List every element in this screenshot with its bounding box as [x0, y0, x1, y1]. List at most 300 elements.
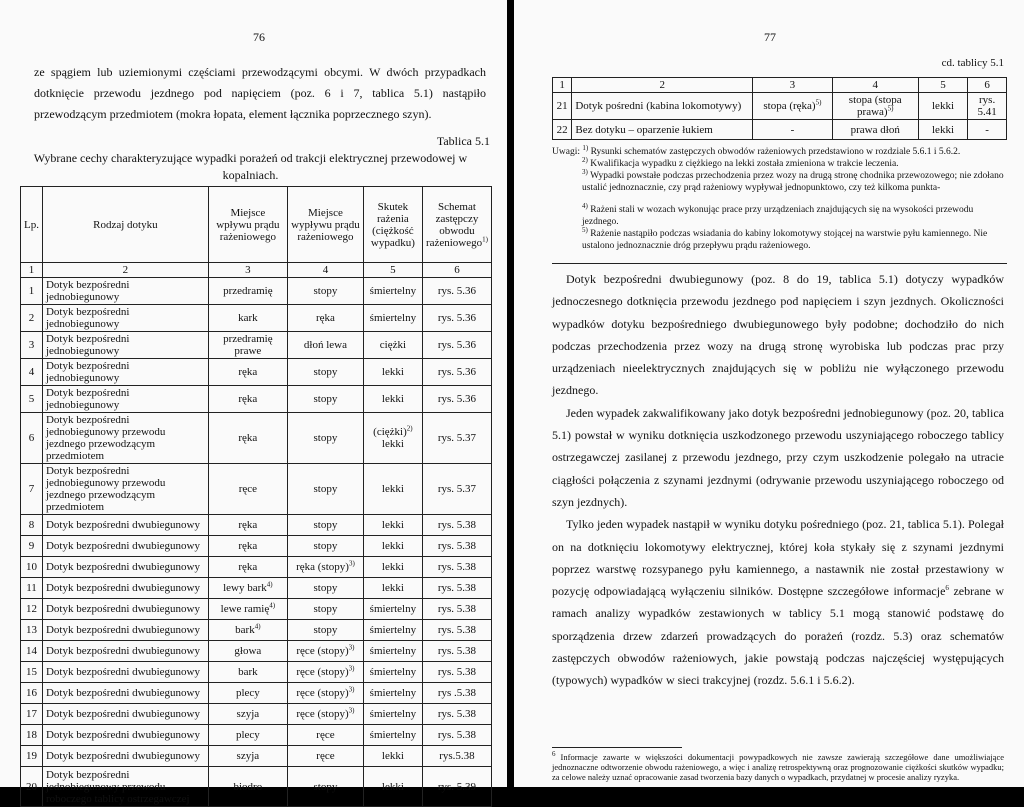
- row-lp-text: 16: [25, 687, 37, 699]
- row-skutek-text: śmiertelny: [369, 312, 417, 324]
- row-wyplyw: [288, 359, 364, 386]
- row-schemat: [422, 662, 491, 683]
- row-wplyw: [208, 515, 287, 536]
- row-wplyw-text: ręka: [238, 393, 258, 405]
- row-lp-text: 15: [25, 666, 37, 678]
- row-wplyw: [208, 278, 287, 305]
- row-schemat-text: rys. 5.36: [437, 366, 477, 378]
- row-wyplyw-text: ręce: [316, 729, 335, 741]
- column-number-4-text: 4: [322, 264, 329, 276]
- row-rodzaj-text: Dotyk bezpośredni dwubiegunowy: [45, 582, 200, 594]
- row-schemat-text: rys. 5.38: [437, 582, 477, 594]
- row-lp: [21, 620, 43, 641]
- row-wplyw-text: plecy: [235, 729, 260, 741]
- row-wplyw-text: stopa (ręka): [763, 100, 816, 112]
- row-lp-text: 1: [28, 285, 35, 297]
- row-skutek: [363, 386, 422, 413]
- row-wplyw: [208, 662, 287, 683]
- row-wyplyw: [288, 704, 364, 725]
- row-wyplyw-sup: 3): [348, 559, 355, 568]
- row-schemat-text: rys. 5.38: [437, 540, 477, 552]
- row-rodzaj-text: Dotyk bezpośredni dwubiegunowy: [45, 645, 200, 657]
- notes-label: Uwagi:: [552, 147, 580, 157]
- row-wyplyw: [288, 332, 364, 359]
- table-row: [21, 536, 492, 557]
- row-schemat-text: rys. 5.36: [437, 312, 477, 324]
- column-number-4-text: 4: [872, 79, 878, 91]
- table-row: [21, 386, 492, 413]
- row-skutek: [363, 536, 422, 557]
- column-number-3: [753, 78, 833, 93]
- row-wyplyw-text: stopy: [313, 285, 338, 297]
- column-number-5: [363, 263, 422, 278]
- paragraph-3-b: zebrane w ramach analizy wypadków zestawionych w tablicy 5.1 mogą stanowić podstawę do sporządzenia drzew zdarzeń prowadzących do porażeń (rozdz. 5.3) oraz schematów zastępczych obwodów rażeniowych, jakie powstają podczas najczęściej występujących (typowych) wypadków w sieci trakcyjnej (rozdz. 5.6.1 i 5.6.2).: [552, 584, 1005, 688]
- row-wplyw: [208, 332, 287, 359]
- row-wyplyw-text: stopy: [313, 780, 338, 793]
- row-rodzaj: [42, 578, 208, 599]
- row-schemat: [422, 641, 491, 662]
- row-skutek: [363, 557, 422, 578]
- row-wplyw: [208, 536, 287, 557]
- row-lp-text: 6: [28, 432, 35, 444]
- continuation-label: cd. tablicy 5.1: [941, 57, 1004, 69]
- row-lp-text: 20: [25, 780, 37, 793]
- row-rodzaj: [42, 359, 208, 386]
- row-skutek: [363, 641, 422, 662]
- column-number-3: [208, 263, 287, 278]
- row-lp: [21, 662, 43, 683]
- table-row: [21, 278, 492, 305]
- row-schemat: [422, 515, 491, 536]
- row-schemat: [422, 332, 491, 359]
- row-wyplyw: [288, 746, 364, 767]
- row-lp: [21, 578, 43, 599]
- row-skutek-text: śmiertelny: [369, 666, 417, 678]
- row-skutek-text: śmiertelny: [369, 603, 417, 615]
- row-wplyw: [208, 359, 287, 386]
- row-rodzaj-text: Dotyk bezpośredni jednobiegunowy przewodu roboczego tablicy ostrzegawczej: [45, 768, 190, 805]
- row-lp-text: 11: [26, 582, 37, 594]
- table-row: [21, 557, 492, 578]
- row-skutek: [363, 305, 422, 332]
- row-wyplyw-sup: 3): [348, 664, 355, 673]
- row-wyplyw: [288, 305, 364, 332]
- row-schemat: [422, 704, 491, 725]
- row-wplyw: [208, 305, 287, 332]
- note-1: [552, 143, 1012, 158]
- row-skutek: [363, 683, 422, 704]
- row-lp-text: 4: [28, 366, 35, 378]
- column-number-1: [553, 78, 572, 93]
- row-wyplyw: [288, 599, 364, 620]
- row-wyplyw-text: prawa dłoń: [850, 123, 900, 136]
- table-label: Tablica 5.1: [436, 134, 490, 148]
- row-schemat: [422, 464, 491, 515]
- row-rodzaj-text: Dotyk bezpośredni jednobiegunowy przewodu jezdnego przewodzącym przedmiotem: [45, 414, 166, 462]
- table-row: [21, 464, 492, 515]
- table-row: [21, 332, 492, 359]
- row-wyplyw-text: ręce (stopy): [296, 687, 349, 699]
- row-wplyw-text: ręka: [238, 561, 258, 573]
- row-wplyw-text: lewy bark: [223, 582, 267, 594]
- row-schemat-text: rys. 5.36: [437, 339, 477, 351]
- footnote: [552, 752, 1004, 782]
- row-skutek: [363, 332, 422, 359]
- row-lp: [21, 599, 43, 620]
- row-wyplyw: [288, 578, 364, 599]
- row-wyplyw-text: stopy: [313, 582, 338, 594]
- row-wplyw-text: ręka: [238, 432, 258, 444]
- row-rodzaj-text: Dotyk bezpośredni dwubiegunowy: [45, 624, 200, 636]
- row-lp-text: 10: [25, 561, 37, 573]
- row-wyplyw-text: ręce (stopy): [296, 666, 349, 678]
- table-row: [21, 413, 492, 464]
- row-lp: [21, 641, 43, 662]
- row-lp-text: 9: [28, 540, 35, 552]
- row-wyplyw: [288, 641, 364, 662]
- row-wyplyw: [832, 120, 918, 140]
- row-wyplyw: [288, 278, 364, 305]
- row-schemat: [422, 413, 491, 464]
- footnote-text: Informacje zawarte w większości dokumentacji powypadkowych nie zawsze zawierają szczegółowe dane umożliwiające jednoznaczne odtworzenie obwodu rażeniowego, a więc i analizę retrospektywną oraz prognozowanie ciężkości skutków wypadku; za celowe należy uznać opracowanie zasad tworzenia bazy danych o wypadkach, przydatnej w procesie analizy ryzyka.: [552, 752, 1004, 782]
- row-rodzaj: [42, 641, 208, 662]
- column-number-2: [42, 263, 208, 278]
- row-rodzaj: [42, 305, 208, 332]
- row-wplyw-text: przedramię: [223, 285, 273, 297]
- row-skutek-text: lekki: [381, 519, 404, 531]
- note-1-sup: 1): [582, 143, 589, 152]
- row-rodzaj-text: Dotyk bezpośredni dwubiegunowy: [45, 561, 200, 573]
- column-number-6: [968, 78, 1007, 93]
- row-rodzaj: [42, 413, 208, 464]
- row-lp: [553, 93, 572, 120]
- row-wplyw: [753, 120, 833, 140]
- row-lp: [21, 278, 43, 305]
- row-wplyw-text: ręka: [238, 540, 258, 552]
- page-number-left: 76: [253, 30, 265, 44]
- accident-table-continued: [552, 77, 1007, 140]
- row-wplyw: [208, 386, 287, 413]
- header-miejsce-wyplywu: Miejsce wypływu prądu rażeniowego: [288, 187, 364, 263]
- row-lp: [21, 359, 43, 386]
- row-wplyw-text: szyja: [236, 750, 260, 762]
- row-wyplyw: [288, 662, 364, 683]
- column-number-4: [832, 78, 918, 93]
- row-rodzaj-text: Dotyk bezpośredni dwubiegunowy: [45, 603, 200, 615]
- row-wyplyw-text: ręce (stopy): [296, 708, 349, 720]
- row-schemat: [422, 278, 491, 305]
- note-1-text: Rysunki schematów zastępczych obwodów rażeniowych przedstawiono w rozdziale 5.6.1 i 5.6.2.: [590, 147, 961, 157]
- row-lp-text: 21: [556, 100, 568, 112]
- header-skutek: Skutek rażenia (ciężkość wypadku): [363, 187, 422, 263]
- row-skutek: [363, 464, 422, 515]
- body-text: [552, 268, 1004, 692]
- row-rodzaj: [42, 386, 208, 413]
- column-number-5: [918, 78, 967, 93]
- note-2: [552, 155, 1012, 170]
- intro-paragraph: ze spągiem lub uziemionymi częściami przewodzącymi obcymi. W dwóch przypadkach dotknięcie przewodu jezdnego pod napięciem (poz. 6 i 7, tablica 5.1) nastąpiło przewodzącym przedmiotem (mokra łopata, element łącznika poprzecznego szyn).: [34, 65, 486, 121]
- paragraph-1: Dotyk bezpośredni dwubiegunowy (poz. 8 do 19, tablica 5.1) dotyczy wypadków jednoczesnego dotknięcia przewodu jezdnego pod napięciem i szyn jezdnych. Okoliczności wypadków dotyku bezpośredniego dwubiegunowego były podobne; dochodziło do nich podczas przechodzenia przez wozy na drugą stronę wyrobiska lub podczas prac przy urządzeniach nieelektrycznych znajdujących się w pobliżu nie wyłączonego przewodu jezdnego.: [552, 272, 1004, 398]
- row-wplyw-text: kark: [238, 312, 258, 324]
- row-wplyw-text: szyja: [236, 708, 260, 720]
- row-schemat-text: rys. 5.37: [437, 483, 477, 495]
- table-row: [21, 704, 492, 725]
- row-lp: [21, 536, 43, 557]
- row-wplyw: [208, 578, 287, 599]
- row-wyplyw-sup: 3): [348, 685, 355, 694]
- row-lp: [21, 683, 43, 704]
- row-skutek-text: lekki: [381, 483, 404, 495]
- row-rodzaj: [42, 515, 208, 536]
- column-number-2: [572, 78, 753, 93]
- row-rodzaj: [42, 746, 208, 767]
- row-wplyw-text: plecy: [235, 687, 260, 699]
- row-lp: [21, 746, 43, 767]
- row-wplyw-text: biodro: [233, 780, 263, 793]
- row-lp-text: 18: [25, 729, 37, 741]
- row-lp-text: 3: [28, 339, 35, 351]
- row-lp-text: 12: [25, 603, 37, 615]
- table-row: [21, 683, 492, 704]
- note-2-sup: 2): [582, 155, 588, 164]
- row-schemat: [422, 557, 491, 578]
- row-schemat: [422, 746, 491, 767]
- row-rodzaj: [42, 767, 208, 807]
- row-skutek: [918, 93, 967, 120]
- row-wplyw: [208, 599, 287, 620]
- row-rodzaj-text: Dotyk bezpośredni dwubiegunowy: [45, 729, 200, 741]
- row-wyplyw: [832, 93, 918, 120]
- header-schemat: [422, 187, 491, 263]
- row-skutek: [363, 767, 422, 807]
- row-wplyw: [208, 641, 287, 662]
- row-lp: [21, 725, 43, 746]
- row-skutek-text: śmiertelny: [369, 645, 417, 657]
- row-wyplyw-text: stopy: [313, 483, 338, 495]
- row-lp: [21, 305, 43, 332]
- row-rodzaj-text: Dotyk bezpośredni dwubiegunowy: [45, 750, 200, 762]
- row-wplyw: [753, 93, 833, 120]
- row-wyplyw: [288, 557, 364, 578]
- note-3: [552, 167, 1012, 194]
- row-wyplyw-sup: 5): [887, 104, 894, 113]
- row-rodzaj-text: Dotyk bezpośredni jednobiegunowy: [45, 306, 130, 330]
- row-wyplyw: [288, 683, 364, 704]
- row-wplyw: [208, 683, 287, 704]
- row-rodzaj: [42, 725, 208, 746]
- row-skutek-text: (ciężki): [373, 426, 407, 438]
- row-lp-text: 13: [25, 624, 37, 636]
- row-rodzaj: [42, 683, 208, 704]
- row-lp: [21, 464, 43, 515]
- table-notes: [552, 143, 1012, 252]
- row-lp: [21, 767, 43, 807]
- accident-table: [20, 186, 492, 807]
- row-rodzaj: [42, 620, 208, 641]
- row-wyplyw: [288, 767, 364, 807]
- row-rodzaj: [572, 93, 753, 120]
- column-number-2-text: 2: [659, 79, 665, 91]
- row-wplyw: [208, 746, 287, 767]
- table-row: [21, 725, 492, 746]
- row-lp: [21, 386, 43, 413]
- row-lp-text: 17: [25, 708, 37, 720]
- row-wyplyw: [288, 413, 364, 464]
- row-skutek: [363, 599, 422, 620]
- note-5: [552, 225, 1012, 252]
- row-rodzaj-text: Dotyk bezpośredni dwubiegunowy: [45, 666, 200, 678]
- row-skutek-text: lekki: [932, 123, 954, 136]
- table-row: [553, 93, 1007, 120]
- row-skutek: [363, 515, 422, 536]
- row-rodzaj: [42, 557, 208, 578]
- row-lp: [21, 515, 43, 536]
- row-schemat: [422, 767, 491, 807]
- row-schemat: [422, 725, 491, 746]
- row-lp: [21, 332, 43, 359]
- page-number-right: 77: [764, 30, 776, 44]
- row-rodzaj-text: Dotyk bezpośredni jednobiegunowy: [45, 387, 130, 411]
- row-schemat-text: -: [985, 123, 989, 136]
- row-skutek: [363, 359, 422, 386]
- note-4-sup: 4): [582, 201, 588, 210]
- column-number-4: [288, 263, 364, 278]
- row-wyplyw-text: stopy: [313, 366, 338, 378]
- table-row: [21, 305, 492, 332]
- row-skutek-sup: 2): [406, 424, 413, 433]
- row-rodzaj-text: Dotyk bezpośredni dwubiegunowy: [45, 519, 200, 531]
- row-wplyw: [208, 413, 287, 464]
- row-wyplyw: [288, 386, 364, 413]
- note-4-text: Rażeni stali w wozach wykonując prace przy urządzeniach znajdujących się na wysokości przewodu jezdnego.: [582, 205, 974, 227]
- table-row: [21, 578, 492, 599]
- row-schemat-text: rys. 5.38: [437, 708, 477, 720]
- row-lp-text: 2: [28, 312, 35, 324]
- row-skutek: [363, 704, 422, 725]
- row-rodzaj-text: Dotyk bezpośredni dwubiegunowy: [45, 708, 200, 720]
- row-wplyw-text: -: [790, 123, 795, 136]
- row-wplyw: [208, 620, 287, 641]
- row-rodzaj: [42, 704, 208, 725]
- row-rodzaj: [42, 536, 208, 557]
- row-wyplyw: [288, 464, 364, 515]
- row-rodzaj-text: Dotyk bezpośredni jednobiegunowy: [45, 333, 130, 357]
- row-wyplyw-text: ręce (stopy): [296, 645, 349, 657]
- row-wyplyw-text: ręce: [316, 750, 335, 762]
- table-row: [21, 599, 492, 620]
- row-schemat-text: rys. 5.39: [437, 780, 477, 793]
- row-schemat: [422, 536, 491, 557]
- column-number-1: [21, 263, 43, 278]
- row-lp: [21, 557, 43, 578]
- row-schemat-text: rys .5.38: [437, 687, 477, 699]
- row-wyplyw-text: dłoń lewa: [303, 339, 347, 351]
- row-skutek: [363, 620, 422, 641]
- row-rodzaj-text: Dotyk bezpośredni jednobiegunowy: [45, 360, 130, 384]
- footnote-divider: [552, 747, 682, 748]
- row-wyplyw-sup: 3): [348, 706, 355, 715]
- row-skutek-text: ciężki: [379, 339, 407, 351]
- table-row: [21, 767, 492, 807]
- row-schemat: [422, 578, 491, 599]
- row-wyplyw: [288, 515, 364, 536]
- row-rodzaj-text: Dotyk pośredni (kabina lokomotywy): [575, 100, 742, 112]
- row-rodzaj: [42, 332, 208, 359]
- row-wplyw: [208, 704, 287, 725]
- row-wyplyw: [288, 620, 364, 641]
- table-row: [21, 641, 492, 662]
- footnote-sup: 6: [552, 750, 556, 759]
- row-rodzaj-text: Bez dotyku – oparzenie łukiem: [575, 123, 713, 136]
- row-skutek: [363, 278, 422, 305]
- notes-divider: [552, 263, 1007, 264]
- row-skutek-text: lekki: [381, 561, 404, 573]
- header-rodzaj: Rodzaj dotyku: [42, 187, 208, 263]
- row-lp-text: 22: [556, 123, 568, 136]
- row-skutek: [363, 578, 422, 599]
- row-schemat: [968, 93, 1007, 120]
- row-lp-text: 8: [28, 519, 35, 531]
- row-schemat-text: rys. 5.36: [437, 393, 477, 405]
- row-lp: [21, 413, 43, 464]
- table-caption: Wybrane cechy charakteryzujące wypadki porażeń od trakcji elektrycznej przewodowej w kopalniach.: [33, 151, 468, 182]
- row-wplyw: [208, 557, 287, 578]
- row-wplyw-text: bark: [235, 624, 255, 636]
- row-wplyw-sup: 4): [266, 580, 273, 589]
- note-3-sup: 3): [582, 167, 588, 176]
- row-schemat-text: rys. 5.37: [437, 432, 477, 444]
- row-rodzaj-text: Dotyk bezpośredni dwubiegunowy: [45, 687, 200, 699]
- note-5-text: Rażenie nastąpiło podczas wsiadania do kabiny lokomotywy stojącej na warstwie pyłu kamiennego. Nie ustalono jednoznacznie dróg przepływu prądu rażeniowego.: [582, 229, 988, 251]
- column-number-5-text: 5: [940, 79, 946, 91]
- column-number-3-text: 3: [245, 264, 251, 276]
- row-skutek-text: lekki: [932, 100, 954, 112]
- table-row: [21, 620, 492, 641]
- header-miejsce-wplywu: Miejsce wpływu prądu rażeniowego: [208, 187, 287, 263]
- row-schemat-text: rys. 5.38: [437, 645, 477, 657]
- row-lp-text: 7: [28, 483, 35, 495]
- column-number-3-text: 3: [789, 79, 796, 91]
- row-rodzaj-text: Dotyk bezpośredni jednobiegunowy przewodu jezdnego przewodzącym przedmiotem: [45, 465, 166, 513]
- row-lp-text: 5: [28, 393, 35, 405]
- row-rodzaj-text: Dotyk bezpośredni dwubiegunowy: [45, 540, 200, 552]
- row-wyplyw-text: stopy: [313, 624, 338, 636]
- row-wyplyw-text: ręka: [315, 312, 335, 324]
- row-rodzaj: [42, 662, 208, 683]
- row-schemat-text: rys. 5.38: [437, 603, 477, 615]
- row-wyplyw-text: stopy: [313, 540, 338, 552]
- row-skutek-text: śmiertelny: [369, 729, 417, 741]
- table-row: [21, 662, 492, 683]
- note-4: [552, 201, 1012, 228]
- row-schemat-text: rys.5.38: [439, 750, 475, 762]
- row-wplyw: [208, 767, 287, 807]
- column-number-5-text: 5: [390, 264, 396, 276]
- row-lp: [553, 120, 572, 140]
- row-rodzaj-text: Dotyk bezpośredni jednobiegunowy: [45, 279, 130, 303]
- row-wyplyw-sup: 3): [348, 643, 355, 652]
- column-number-row: [21, 263, 492, 278]
- row-lp: [21, 704, 43, 725]
- row-skutek-text: lekki: [381, 540, 404, 552]
- row-schemat: [422, 359, 491, 386]
- column-number-1-text: 1: [28, 264, 35, 276]
- row-schemat: [422, 683, 491, 704]
- column-number-2-text: 2: [122, 264, 129, 276]
- row-wplyw: [208, 725, 287, 746]
- column-number-1-text: 1: [559, 79, 565, 91]
- row-wplyw-text: lewe ramię: [220, 603, 270, 615]
